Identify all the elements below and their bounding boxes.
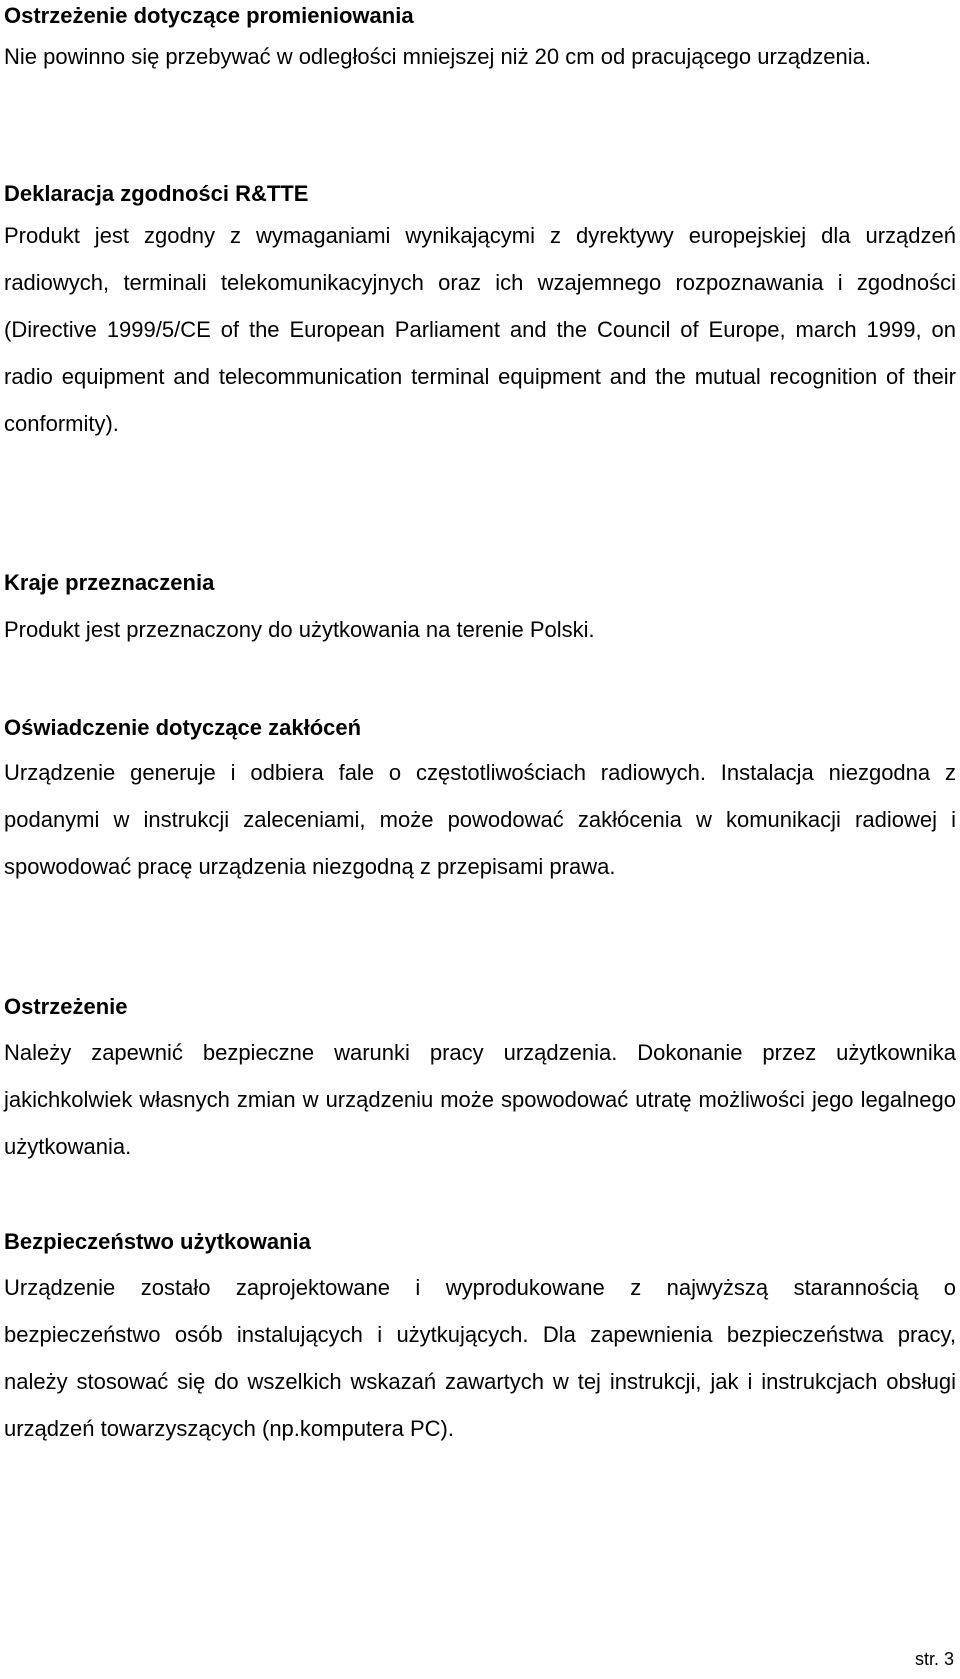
section-heading: Ostrzeżenie bbox=[4, 994, 128, 1019]
section-body: Należy zapewnić bezpieczne warunki pracy urządzenia. Dokonanie przez użytkownika jakichkolwiek własnych zmian w urządzeniu może spowodować utratę możliwości jego legalnego użytkowania. bbox=[4, 1040, 956, 1159]
section-heading: Ostrzeżenie dotyczące promieniowania bbox=[4, 3, 414, 28]
section-body: Urządzenie zostało zaprojektowane i wyprodukowane z najwyższą starannością o bezpieczeństwo osób instalujących i użytkujących. Dla zapewnienia bezpieczeństwa pracy, należy stosować się do wszelkich wskazań zawartych w tej instrukcji, jak i instrukcjach obsługi urządzeń towarzyszących (np.komputera PC). bbox=[4, 1275, 956, 1441]
section-rtte-declaration bbox=[4, 179, 956, 447]
page-number: str. 3 bbox=[914, 1649, 954, 1669]
section-heading: Oświadczenie dotyczące zakłóceń bbox=[4, 715, 362, 740]
section-body: Nie powinno się przebywać w odległości mniejszej niż 20 cm od pracującego urządzenia. bbox=[4, 44, 872, 69]
section-body: Produkt jest zgodny z wymaganiami wynikającymi z dyrektywy europejskiej dla urządzeń radiowych, terminali telekomunikacyjnych oraz ich wzajemnego rozpoznawania i zgodności (Directive 1999/5/CE of the European Parliament and the Council of Europe, march 1999, on radio equipment and telecommunication terminal equipment and the mutual recognition of their conformity). bbox=[4, 223, 956, 436]
section-heading: Deklaracja zgodności R&TTE bbox=[4, 181, 309, 206]
section-radiation-warning bbox=[4, 1, 956, 80]
section-body: Produkt jest przeznaczony do użytkowania na terenie Polski. bbox=[4, 617, 595, 642]
section-heading: Bezpieczeństwo użytkowania bbox=[4, 1229, 311, 1254]
section-interference-statement bbox=[4, 713, 956, 890]
section-usage-safety bbox=[4, 1227, 956, 1452]
section-body: Urządzenie generuje i odbiera fale o częstotliwościach radiowych. Instalacja niezgodna z podanymi w instrukcji zaleceniami, może powodować zakłócenia w komunikacji radiowej i spowodować pracę urządzenia niezgodną z przepisami prawa. bbox=[4, 760, 956, 879]
section-warning bbox=[4, 992, 956, 1170]
section-destination-countries bbox=[4, 568, 956, 653]
section-heading: Kraje przeznaczenia bbox=[4, 570, 215, 595]
